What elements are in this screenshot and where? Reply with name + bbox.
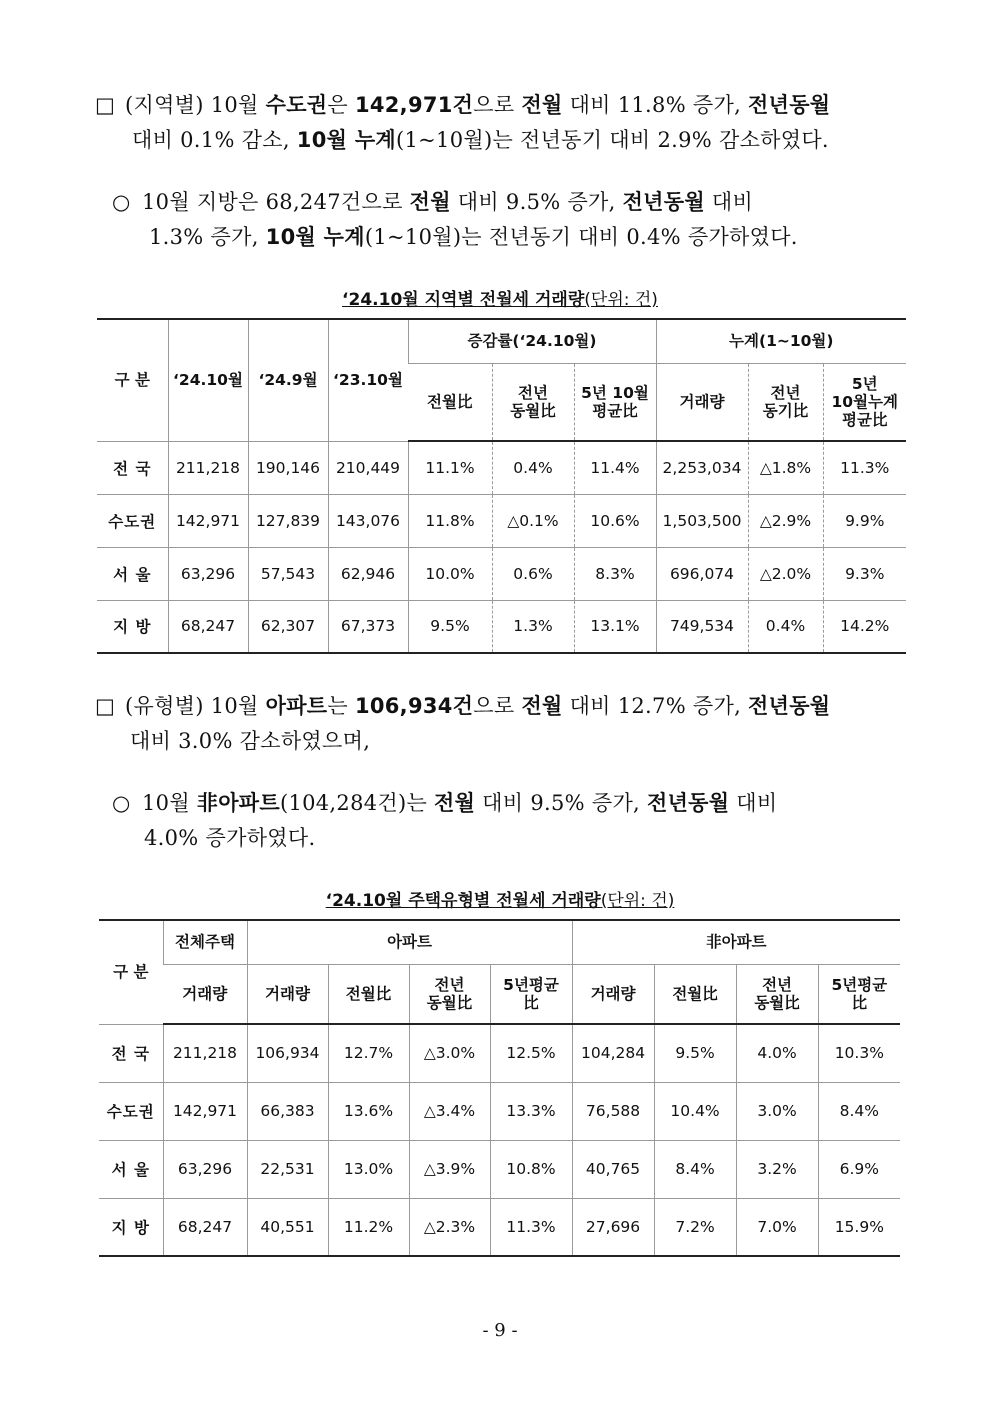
text-run: 1.3% 증가, xyxy=(149,225,266,249)
table-cell: 8.4% xyxy=(654,1140,736,1198)
text-run: 非아파트 xyxy=(196,791,280,815)
table-cell: 11.2% xyxy=(328,1198,409,1256)
table-cell: 13.3% xyxy=(490,1082,572,1140)
text-run: 전월 xyxy=(521,694,563,718)
table-cell: 11.8% xyxy=(408,494,492,547)
table-cell: 62,946 xyxy=(328,547,408,600)
table-cell: 63,296 xyxy=(168,547,248,600)
table-cell: △2.3% xyxy=(409,1198,490,1256)
circle-bullet: ○ xyxy=(112,190,131,214)
table-cell: 3.2% xyxy=(736,1140,818,1198)
text-run: 10월 누계 xyxy=(265,225,365,249)
table-cell: 11.3% xyxy=(823,441,906,494)
text-run: 전월 xyxy=(434,791,476,815)
table-cell: 0.6% xyxy=(492,547,574,600)
table-cell: 68,247 xyxy=(168,600,248,653)
table-row xyxy=(97,600,906,653)
text-run: 수도권 xyxy=(265,93,328,117)
header-rate-group: 증감률(‘24.10월) xyxy=(408,319,656,363)
paragraph-line xyxy=(125,93,830,117)
table-cell: 10.0% xyxy=(408,547,492,600)
text-run: 대비 xyxy=(729,791,778,815)
table-cell: 0.4% xyxy=(748,600,823,653)
header-volume: 거래량 xyxy=(247,964,328,1024)
table-cell: 10.8% xyxy=(490,1140,572,1198)
housing-type-table xyxy=(99,919,900,1257)
header-volume: 거래량 xyxy=(163,964,247,1024)
header-5y-avg: 5년 10월 평균比 xyxy=(574,363,656,441)
header-yoy: 전년 동월比 xyxy=(492,363,574,441)
table-cell: △0.1% xyxy=(492,494,574,547)
table-cell: △1.8% xyxy=(748,441,823,494)
table-cell: 76,588 xyxy=(572,1082,654,1140)
table-cell: 9.5% xyxy=(654,1024,736,1082)
table-cell: 696,074 xyxy=(656,547,748,600)
row-label: 서 울 xyxy=(97,547,168,600)
table-cell: 1,503,500 xyxy=(656,494,748,547)
header-5y-cum-avg: 5년 10월누계 평균比 xyxy=(823,363,906,441)
page-number: - 9 - xyxy=(482,1320,518,1341)
table-row xyxy=(99,1024,900,1082)
table-cell: 1.3% xyxy=(492,600,574,653)
header-apartment-group: 아파트 xyxy=(247,920,572,964)
table-cell: 211,218 xyxy=(163,1024,247,1082)
table-cell: 13.0% xyxy=(328,1140,409,1198)
table-cell: 142,971 xyxy=(163,1082,247,1140)
table-cell: △2.0% xyxy=(748,547,823,600)
table-cell: 104,284 xyxy=(572,1024,654,1082)
table-cell: 68,247 xyxy=(163,1198,247,1256)
paragraph-region-sub xyxy=(112,185,907,255)
header-mom: 전월比 xyxy=(328,964,409,1024)
header-gubun: 구 분 xyxy=(97,319,168,441)
table-cell: 10.4% xyxy=(654,1082,736,1140)
table-cell: 67,373 xyxy=(328,600,408,653)
table-cell: 6.9% xyxy=(818,1140,900,1198)
table-cell: 27,696 xyxy=(572,1198,654,1256)
text-run: (1~10월)는 전년동기 대비 2.9% 감소하였다. xyxy=(396,128,829,152)
text-run: (1~10월)는 전년동기 대비 0.4% 증가하였다. xyxy=(364,225,798,249)
table-cell: 40,551 xyxy=(247,1198,328,1256)
header-volume: 거래량 xyxy=(572,964,654,1024)
table-unit: (단위: 건) xyxy=(600,891,675,911)
table-caption xyxy=(0,285,1000,310)
table-body xyxy=(97,441,906,653)
table-cell: 22,531 xyxy=(247,1140,328,1198)
text-run: 전월 xyxy=(521,93,563,117)
table-unit: (단위: 건) xyxy=(584,290,658,310)
table-row xyxy=(99,1140,900,1198)
table-cell: 190,146 xyxy=(248,441,328,494)
header-non-apartment-group: 非아파트 xyxy=(572,920,900,964)
paragraph-line xyxy=(142,190,753,214)
table-cell: 211,218 xyxy=(168,441,248,494)
header-5y-avg: 5년평균 比 xyxy=(818,964,900,1024)
paragraph-line xyxy=(95,724,910,759)
header-last-year: 전년 동기比 xyxy=(748,363,823,441)
square-bullet: □ xyxy=(95,93,116,117)
table-body xyxy=(99,1024,900,1256)
text-run: 대비 3.0% 감소하였으며, xyxy=(130,729,371,753)
table-cell: 14.2% xyxy=(823,600,906,653)
table-cell: 4.0% xyxy=(736,1024,818,1082)
table-cell: 12.5% xyxy=(490,1024,572,1082)
table-cell: 749,534 xyxy=(656,600,748,653)
table-cell: 143,076 xyxy=(328,494,408,547)
table-cell: 10.6% xyxy=(574,494,656,547)
table-cell: 13.6% xyxy=(328,1082,409,1140)
table-cell: △3.0% xyxy=(409,1024,490,1082)
row-label: 수도권 xyxy=(99,1082,163,1140)
paragraph-line xyxy=(142,791,777,815)
text-run: 전년동월 xyxy=(646,791,730,815)
regional-table xyxy=(97,318,906,654)
text-run: 142,971건 xyxy=(354,93,474,117)
text-run: 전월 xyxy=(409,190,451,214)
header-total-housing: 전체주택 xyxy=(163,920,247,964)
table-cell: △3.4% xyxy=(409,1082,490,1140)
table-row xyxy=(99,1082,900,1140)
paragraph-line xyxy=(112,821,907,856)
text-run: (유형별) 10월 xyxy=(125,694,266,718)
header-2310: ‘23.10월 xyxy=(328,319,408,441)
text-run: 대비 12.7% 증가, xyxy=(562,694,749,718)
paragraph-type xyxy=(95,689,910,759)
circle-bullet: ○ xyxy=(112,791,131,815)
table-cell: 63,296 xyxy=(163,1140,247,1198)
table-cell: △2.9% xyxy=(748,494,823,547)
table-cell: 210,449 xyxy=(328,441,408,494)
text-run: 대비 11.8% 증가, xyxy=(562,93,749,117)
table-cell: 0.4% xyxy=(492,441,574,494)
text-run: 106,934건 xyxy=(354,694,474,718)
table-cell: 66,383 xyxy=(247,1082,328,1140)
row-label: 서 울 xyxy=(99,1140,163,1198)
text-run: 10월 xyxy=(142,791,197,815)
table-cell: 62,307 xyxy=(248,600,328,653)
table-cell: 15.9% xyxy=(818,1198,900,1256)
table-cell: 11.1% xyxy=(408,441,492,494)
table-cell: 9.5% xyxy=(408,600,492,653)
header-mom: 전월比 xyxy=(654,964,736,1024)
table-caption xyxy=(0,886,1000,911)
table-title: ‘24.10월 주택유형별 전월세 거래량 xyxy=(325,891,601,911)
table-title: ‘24.10월 지역별 전월세 거래량 xyxy=(342,290,585,310)
paragraph-line xyxy=(112,220,907,255)
text-run: 대비 9.5% 증가, xyxy=(450,190,623,214)
table-cell: 2,253,034 xyxy=(656,441,748,494)
table-cell: 8.4% xyxy=(818,1082,900,1140)
text-run: 으로 xyxy=(473,93,522,117)
text-run: 은 xyxy=(327,93,355,117)
table-cell: 9.9% xyxy=(823,494,906,547)
table-cell: 57,543 xyxy=(248,547,328,600)
table-cell: 7.0% xyxy=(736,1198,818,1256)
table-cell: 13.1% xyxy=(574,600,656,653)
table-row xyxy=(97,494,906,547)
table-cell: 11.3% xyxy=(490,1198,572,1256)
table-cell: 3.0% xyxy=(736,1082,818,1140)
table-row xyxy=(99,1198,900,1256)
header-yoy: 전년 동월比 xyxy=(409,964,490,1024)
table-cell: 127,839 xyxy=(248,494,328,547)
row-label: 지 방 xyxy=(99,1198,163,1256)
table-row xyxy=(97,441,906,494)
paragraph-line xyxy=(95,123,910,158)
table-row xyxy=(97,547,906,600)
text-run: 10월 누계 xyxy=(296,128,396,152)
header-volume: 거래량 xyxy=(656,363,748,441)
row-label: 지 방 xyxy=(97,600,168,653)
table-cell: 7.2% xyxy=(654,1198,736,1256)
text-run: 는 xyxy=(327,694,355,718)
header-mom: 전월比 xyxy=(408,363,492,441)
text-run: 4.0% 증가하였다. xyxy=(144,826,316,850)
table-cell: 8.3% xyxy=(574,547,656,600)
header-5y-avg: 5년평균 比 xyxy=(490,964,572,1024)
paragraph-region xyxy=(95,88,910,158)
header-2410: ‘24.10월 xyxy=(168,319,248,441)
header-cumulative-group: 누계(1~10월) xyxy=(656,319,906,363)
table-cell: 142,971 xyxy=(168,494,248,547)
text-run: 대비 xyxy=(704,190,754,214)
row-label: 전 국 xyxy=(99,1024,163,1082)
text-run: 대비 9.5% 증가, xyxy=(475,791,647,815)
table-cell: 12.7% xyxy=(328,1024,409,1082)
square-bullet: □ xyxy=(95,694,116,718)
table-cell: 9.3% xyxy=(823,547,906,600)
table-cell: 40,765 xyxy=(572,1140,654,1198)
text-run: 으로 xyxy=(473,694,522,718)
paragraph-line xyxy=(125,694,830,718)
row-label: 수도권 xyxy=(97,494,168,547)
text-run: 전년동월 xyxy=(748,93,831,117)
header-gubun: 구 분 xyxy=(99,920,163,1024)
table-cell: 106,934 xyxy=(247,1024,328,1082)
table-cell: △3.9% xyxy=(409,1140,490,1198)
table-cell: 10.3% xyxy=(818,1024,900,1082)
text-run: 전년동월 xyxy=(622,190,705,214)
text-run: (지역별) 10월 xyxy=(125,93,266,117)
text-run: 10월 지방은 68,247건으로 xyxy=(142,190,410,214)
header-249: ‘24.9월 xyxy=(248,319,328,441)
text-run: 아파트 xyxy=(265,694,328,718)
header-yoy: 전년 동월比 xyxy=(736,964,818,1024)
row-label: 전 국 xyxy=(97,441,168,494)
paragraph-type-sub xyxy=(112,786,907,856)
text-run: 전년동월 xyxy=(748,694,831,718)
text-run: (104,284건)는 xyxy=(279,791,435,815)
text-run: 대비 0.1% 감소, xyxy=(132,128,297,152)
table-cell: 11.4% xyxy=(574,441,656,494)
